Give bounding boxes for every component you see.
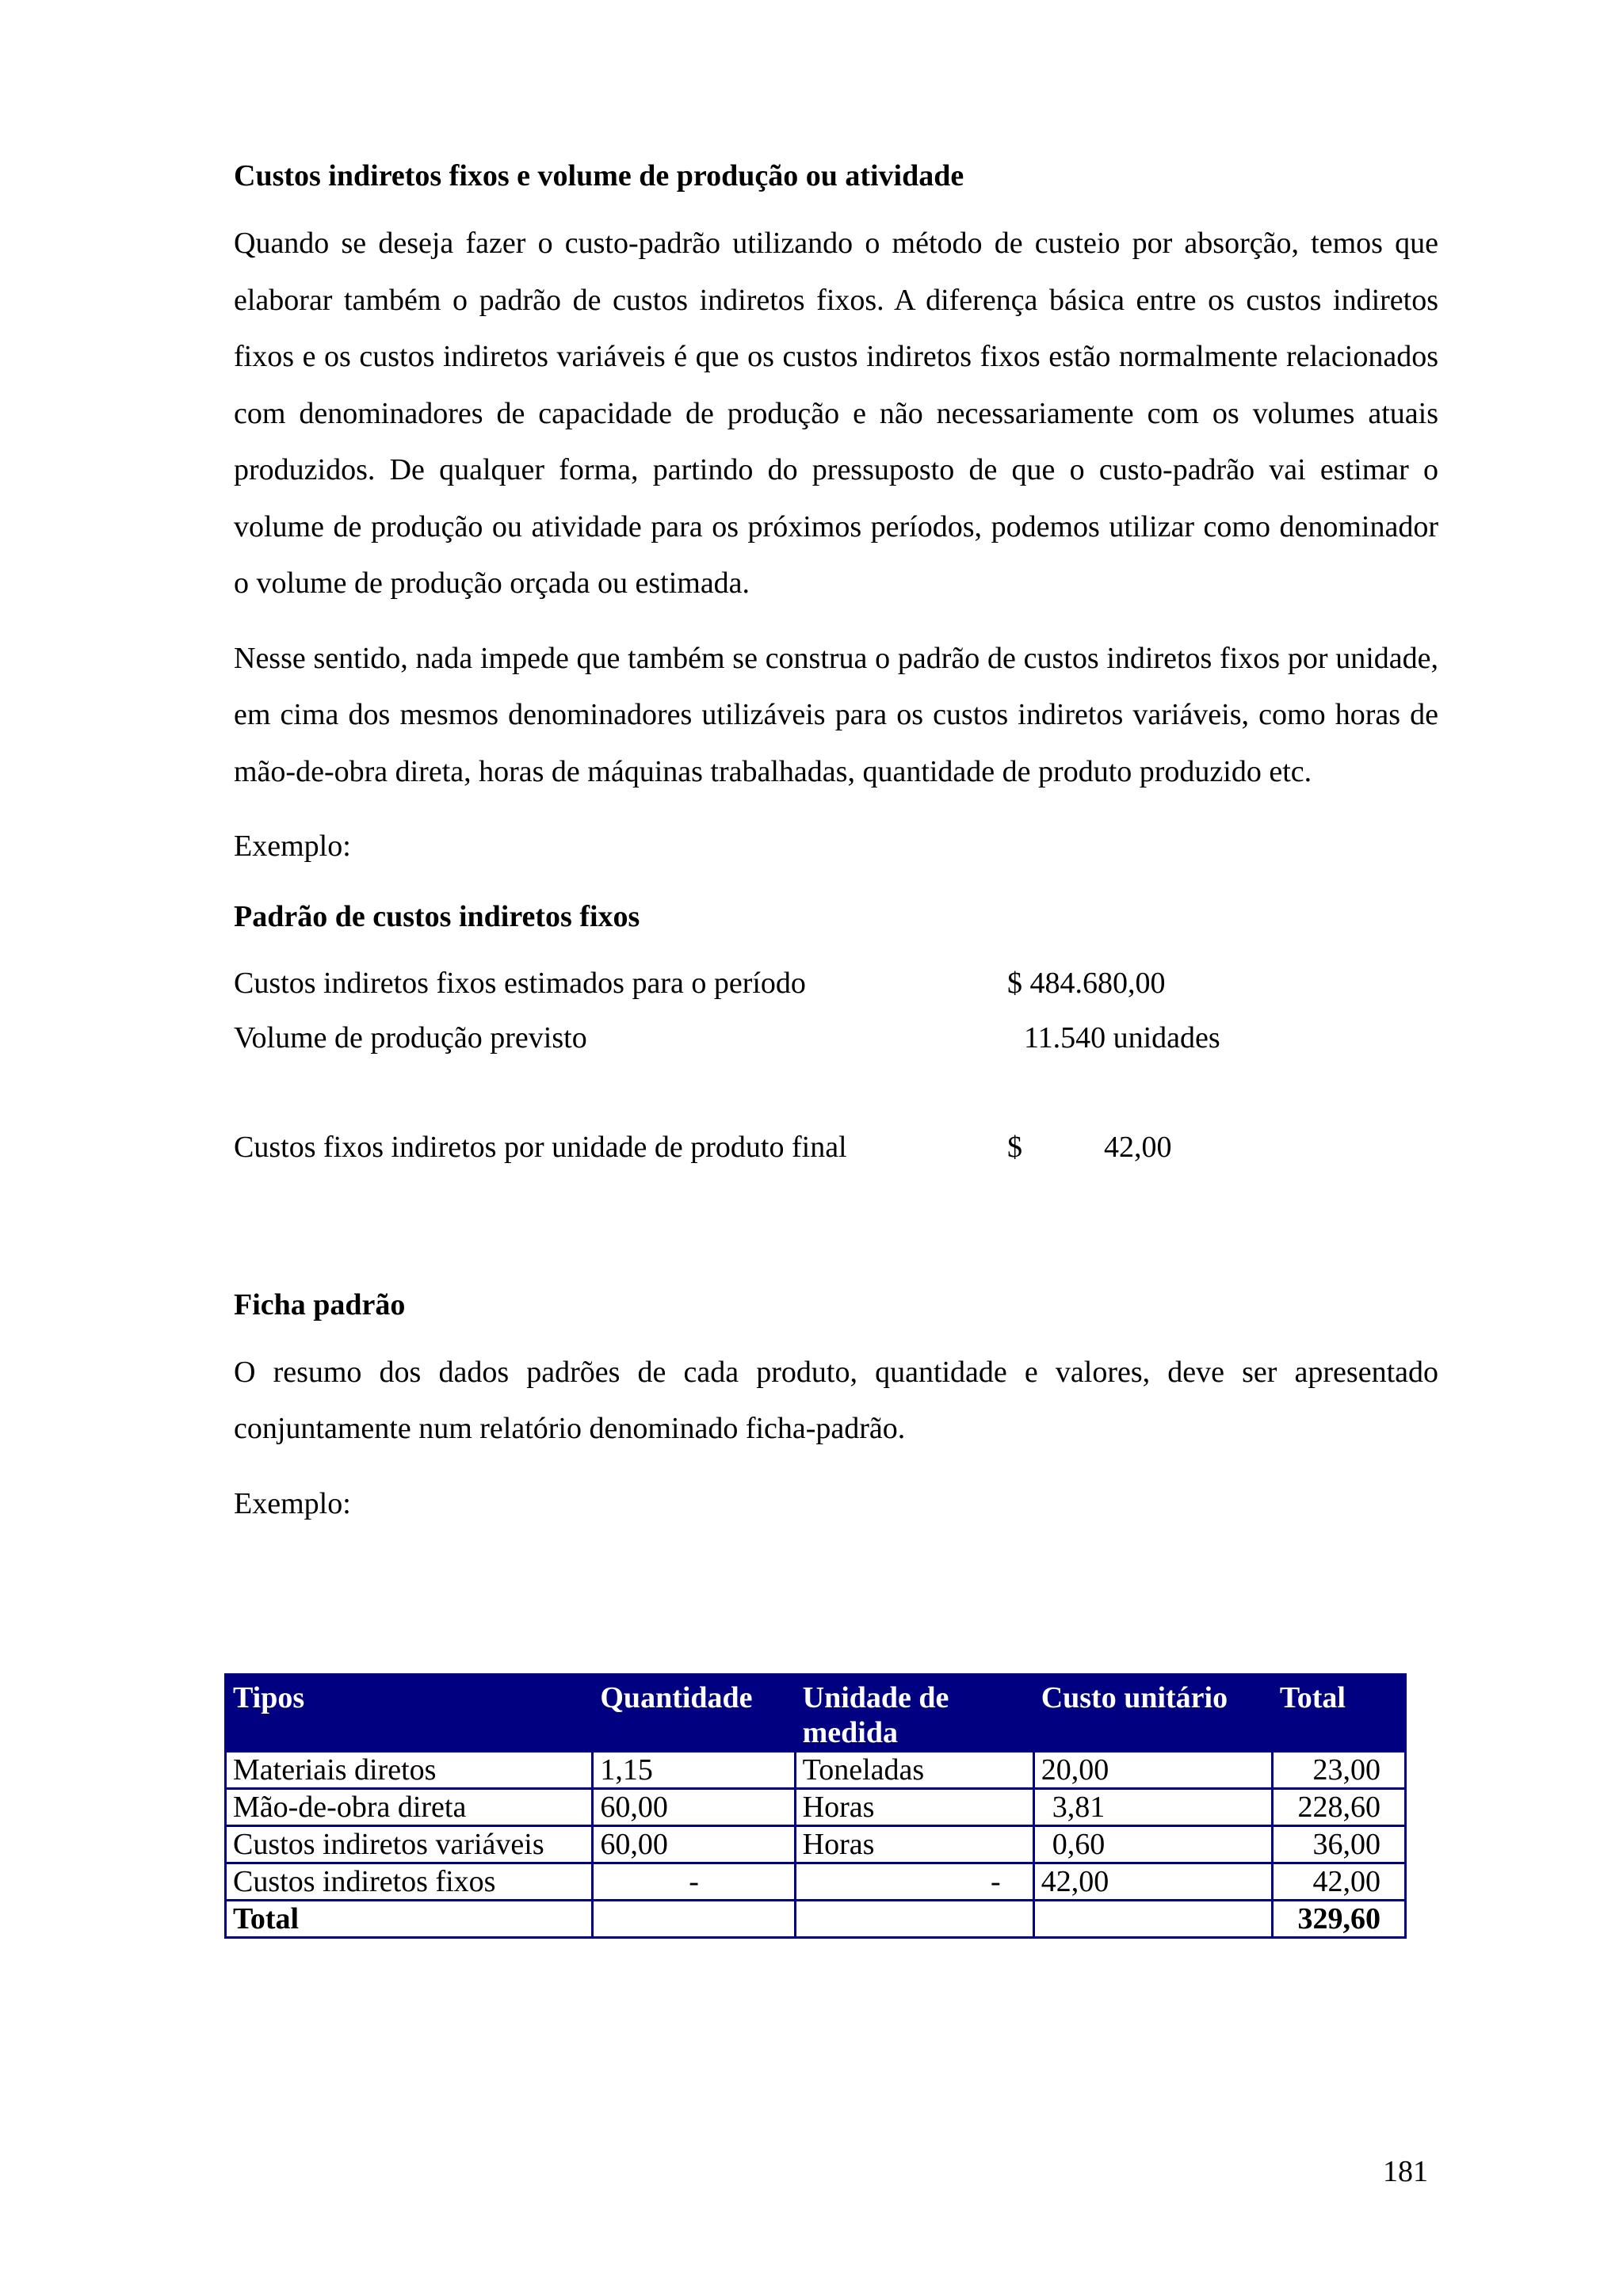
cell-quantidade: 60,00	[593, 1789, 795, 1826]
cell-unidade: -	[795, 1863, 1033, 1901]
cell-quantidade: 60,00	[593, 1826, 795, 1863]
example-label-2: Exemplo:	[234, 1486, 351, 1520]
cell-empty	[795, 1901, 1033, 1938]
cell-quantidade: -	[593, 1863, 795, 1901]
cell-grand-total: 329,60	[1272, 1901, 1405, 1938]
table-row	[226, 1863, 1406, 1901]
header-unidade	[795, 1675, 1033, 1752]
section-heading-ficha-padrao: Ficha padrão	[234, 1287, 406, 1322]
page-content	[234, 149, 1438, 1547]
ficha-padrao-table	[224, 1673, 1407, 1939]
cell-custo: 0,60	[1033, 1826, 1272, 1863]
cell-custo: 42,00	[1033, 1863, 1272, 1901]
cell-tipo: Custos indiretos variáveis	[226, 1826, 593, 1863]
subheading-padrao-custos: Padrão de custos indiretos fixos	[234, 899, 640, 933]
cell-unidade: Horas	[795, 1789, 1033, 1826]
cell-total-label: Total	[226, 1901, 593, 1938]
header-total: Total	[1272, 1675, 1405, 1752]
spacer	[234, 1175, 1438, 1278]
table-row	[226, 1826, 1406, 1863]
line-custo-por-unidade	[234, 1120, 1438, 1175]
table-row	[226, 1752, 1406, 1789]
header-tipos: Tipos	[226, 1675, 593, 1752]
example-label-1: Exemplo:	[234, 830, 351, 863]
cell-tipo: Mão-de-obra direta	[226, 1789, 593, 1826]
cell-custo: 20,00	[1033, 1752, 1272, 1789]
cell-empty	[593, 1901, 795, 1938]
paragraph-resumo: O resumo dos dados padrões de cada produto, quantidade e valores, deve ser apresentado conjuntamente num relatório denominado ficha-padrão.	[234, 1355, 1438, 1445]
paragraph-nesse-sentido: Nesse sentido, nada impede que também se construa o padrão de custos indiretos fixos por unidade, em cima dos mesmos denominadores utilizáveis para os custos indiretos variáveis, como horas de mão-de-obra direta, horas de máquinas trabalhadas, quantidade de produto produzido etc.	[234, 641, 1438, 788]
cell-total: 42,00	[1272, 1863, 1405, 1901]
result-currency: $	[1007, 1130, 1022, 1164]
header-custo-unitario: Custo unitário	[1033, 1675, 1272, 1752]
table-total-row	[226, 1901, 1406, 1938]
header-unidade-line2: medida	[802, 1716, 899, 1749]
cell-unidade: Toneladas	[795, 1752, 1033, 1789]
cell-total: 23,00	[1272, 1752, 1405, 1789]
paragraph-absorcao: Quando se deseja fazer o custo-padrão utilizando o método de custeio por absorção, temos que elaborar também o padrão de custos indiretos fixos. A diferença básica entre os custos indiretos fixos e os custos indiretos variáveis é que os custos indiretos fixos estão normalmente relacionados com denominadores de capacidade de produção e não necessariamente com os volumes atuais produzidos. De qualquer forma, partindo do pressuposto de que o custo-padrão vai estimar o volume de produção ou atividade para os próximos períodos, podemos utilizar como denominador o volume de produção orçada ou estimada.	[234, 227, 1438, 600]
spacer	[234, 1066, 1438, 1120]
cell-tipo: Custos indiretos fixos	[226, 1863, 593, 1901]
line-volume-producao	[234, 1011, 1438, 1066]
line-value: $ 484.680,00	[1007, 966, 1166, 1000]
cell-tipo: Materiais diretos	[226, 1752, 593, 1789]
cell-quantidade: 1,15	[593, 1752, 795, 1789]
header-unidade-line1: Unidade de	[802, 1681, 949, 1714]
section-heading-custos-indiretos: Custos indiretos fixos e volume de produção ou atividade	[234, 159, 964, 193]
cell-custo: 3,81	[1033, 1789, 1272, 1826]
line-label: Custos fixos indiretos por unidade de produto final	[234, 1130, 847, 1164]
line-label: Volume de produção previsto	[234, 1020, 587, 1055]
table-header-row	[226, 1675, 1406, 1752]
line-value: 11.540 unidades	[1024, 1020, 1220, 1055]
cell-total: 36,00	[1272, 1826, 1405, 1863]
line-label: Custos indiretos fixos estimados para o período	[234, 966, 806, 1000]
result-amount: 42,00	[1104, 1130, 1172, 1164]
header-quantidade: Quantidade	[593, 1675, 795, 1752]
cell-total: 228,60	[1272, 1789, 1405, 1826]
cell-empty	[1033, 1901, 1272, 1938]
page-number: 181	[1383, 2155, 1428, 2188]
cell-unidade: Horas	[795, 1826, 1033, 1863]
table-row	[226, 1789, 1406, 1826]
line-custos-estimados	[234, 956, 1438, 1011]
